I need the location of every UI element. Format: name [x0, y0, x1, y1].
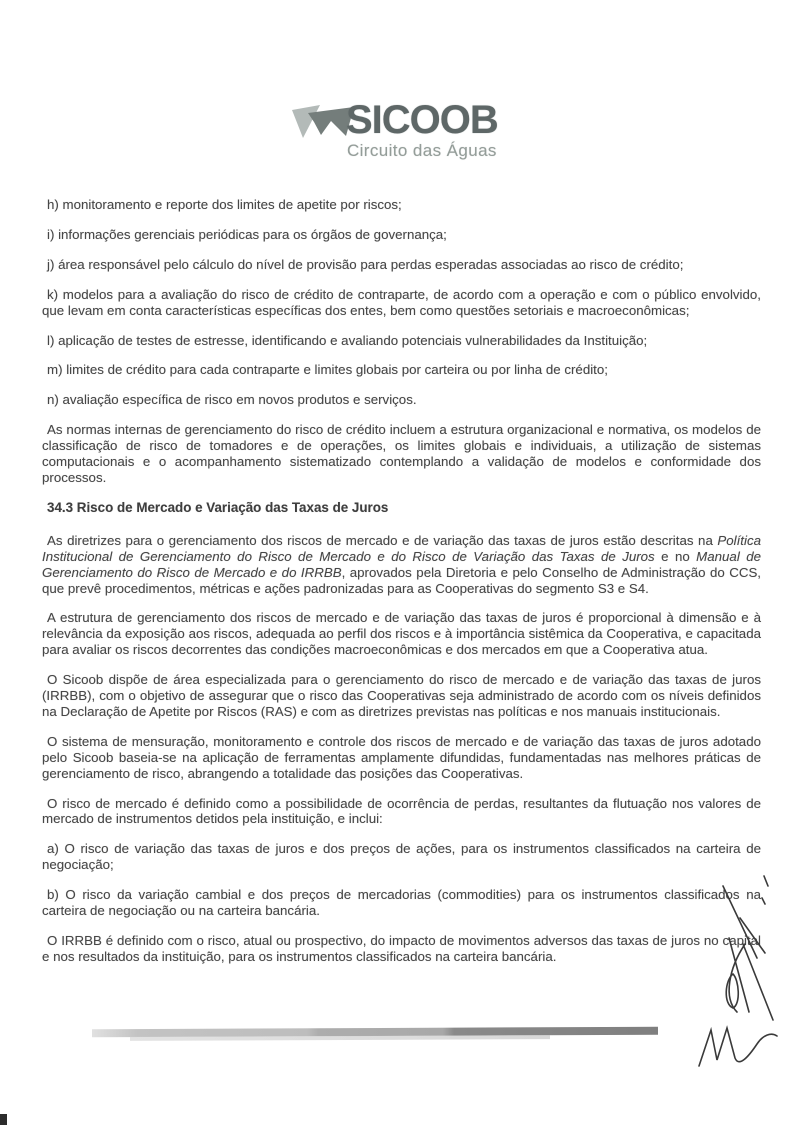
guidelines-part3: , aprovados pela Diretoria e pelo Conselho de Administração do CCS, que prevê procedimentos, métricas e ações padronizadas para as Cooperativas do segmento S3 e S4.	[42, 564, 762, 596]
sub-item-a: a) O risco de variação das taxas de juros e dos preços de ações, para os instrumentos classificados na carteira de negociação;	[42, 841, 761, 873]
paragraph-sicoob-area: O Sicoob dispõe de área especializada para o gerenciamento do risco de mercado e de variação das taxas de juros (IRRBB), com o objetivo de assegurar que o risco das Cooperativas seja administrado de acordo com os níveis definidos na Declaração de Apetite por Riscos (RAS) e com as diretrizes previstas nas políticas e nos manuais institucionais.	[42, 672, 761, 719]
guidelines-part1: As diretrizes para o gerenciamento dos riscos de mercado e de variação das taxas de juros estão descritas na	[47, 532, 718, 548]
logo-brand-text: SICOOB	[346, 98, 498, 142]
guidelines-manual-title: Manual de Gerenciamento do Risco de Mercado e do IRRBB	[42, 548, 761, 580]
list-item-m: m) limites de crédito para cada contraparte e limites globais por carteira ou por linha de crédito;	[47, 362, 608, 378]
guidelines-policy-title: Política Institucional de Gerenciamento do Risco de Mercado e do Risco de Variação das Taxas de Juros	[42, 532, 761, 564]
paragraph-credit-norms: As normas internas de gerenciamento do risco de crédito incluem a estrutura organizacional e normativa, os modelos de classificação de risco de tomadores e de operações, os limites globais e individuais, a utilização de sistemas computacionais e o acompanhamento sistematizado contemplando a validação de modelos e conformidade dos processos.	[42, 422, 761, 485]
list-item-j: j) área responsável pelo cálculo do nível de provisão para perdas esperadas associadas ao risco de crédito;	[47, 256, 684, 272]
paragraph-structure: A estrutura de gerenciamento dos riscos de mercado e de variação das taxas de juros é proporcional à dimensão e à relevância da exposição aos riscos, adequada ao perfil dos riscos e à importância sistêmica da Cooperativa, e capacitada para avaliar os riscos decorrentes das condições macroeconômicas e dos mercados em que a Cooperativa atua.	[42, 610, 761, 658]
section-heading-34-3: 34.3 Risco de Mercado e Variação das Taxas de Juros	[47, 499, 389, 515]
scan-artifact-corner-mark	[0, 1114, 7, 1125]
handwritten-initials	[693, 1018, 783, 1078]
paragraph-guidelines	[42, 533, 761, 597]
document-body	[42, 197, 761, 965]
sub-item-b: b) O risco da variação cambial e dos preços de mercadorias (commodities) para os instrumentos classificados na carteira de negociação ou na carteira bancária.	[42, 887, 761, 919]
guidelines-part2: e no	[654, 548, 697, 564]
list-item-k: k) modelos para a avaliação do risco de crédito de contraparte, de acordo com a operação e com o público envolvido, que levam em conta características específicas dos entes, bem como questões setoriais e macroeconômicas;	[42, 286, 761, 318]
list-item-l: l) aplicação de testes de estresse, identificando e avaliando potenciais vulnerabilidades da Instituição;	[47, 332, 648, 348]
scan-artifact-bar-shadow	[130, 1035, 550, 1041]
sicoob-logo	[290, 100, 510, 161]
paragraph-irrbb-definition: O IRRBB é definido com o risco, atual ou prospectivo, do impacto de movimentos adversos das taxas de juros no capital e nos resultados da instituição, para os instrumentos classificados na carteira bancária.	[42, 933, 761, 964]
logo-subtitle-text: Circuito das Águas	[346, 141, 497, 160]
paragraph-market-risk-definition: O risco de mercado é definido como a possibilidade de ocorrência de perdas, resultantes da flutuação nos valores de mercado de instrumentos detidos pela instituição, e inclui:	[42, 795, 761, 827]
list-item-h: h) monitoramento e reporte dos limites de apetite por riscos;	[47, 197, 402, 212]
list-item-i: i) informações gerenciais periódicas para os órgãos de governança;	[47, 226, 447, 242]
paragraph-measurement-system: O sistema de mensuração, monitoramento e controle dos riscos de mercado e de variação das taxas de juros adotado pelo Sicoob baseia-se na aplicação de ferramentas amplamente difundidas, fundamentadas nas melhores práticas de gerenciamento de risco, abrangendo a totalidade das posições das Cooperativas.	[42, 733, 761, 781]
handwritten-margin-scribble	[693, 862, 788, 1027]
list-item-n: n) avaliação específica de risco em novos produtos e serviços.	[47, 392, 417, 408]
